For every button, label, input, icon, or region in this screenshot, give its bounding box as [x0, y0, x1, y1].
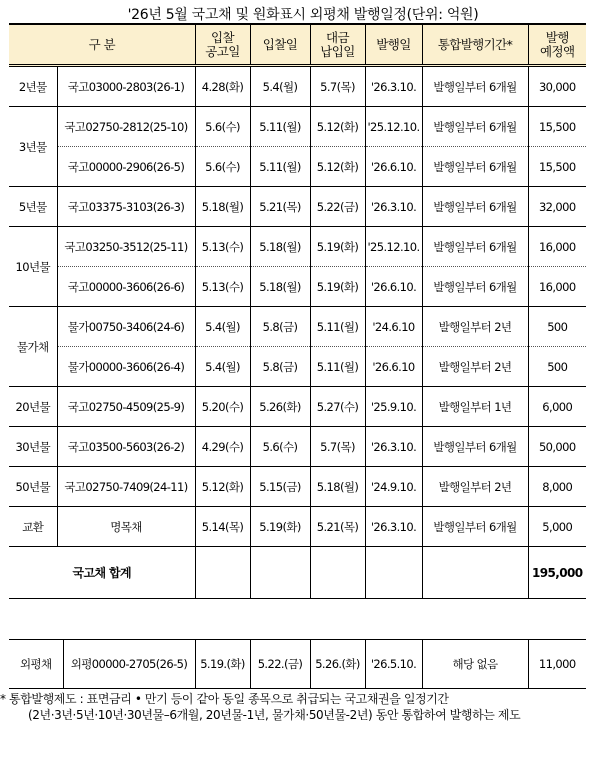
- table-row: [9, 147, 586, 187]
- issue-name: 국고02750-2812(25-10): [57, 107, 195, 147]
- amount: 15,500: [528, 107, 586, 147]
- integration-period: 발행일부터 2년: [422, 467, 528, 507]
- issue-name: 국고00000-2906(26-5): [57, 147, 195, 187]
- integration-period: 발행일부터 2년: [422, 347, 528, 387]
- payment-date: 5.11(월): [310, 347, 365, 387]
- amount: 15,500: [528, 147, 586, 187]
- header-payment-date: 대금 납입일: [310, 24, 365, 66]
- integration-period: 발행일부터 6개월: [422, 187, 528, 227]
- auction-date: 5.18(월): [250, 267, 310, 307]
- fx-row: [9, 640, 586, 689]
- maturity-label: 교환: [9, 507, 57, 547]
- header-category: 구 분: [9, 24, 195, 66]
- amount: 30,000: [528, 66, 586, 107]
- maturity-label: 5년물: [9, 187, 57, 227]
- auction-date: 5.8(금): [250, 347, 310, 387]
- total-label: 국고채 합계: [9, 547, 195, 599]
- auction-date: 5.11(월): [250, 107, 310, 147]
- notice-date: 5.20(수): [195, 387, 250, 427]
- maturity-label: 50년물: [9, 467, 57, 507]
- payment-date: 5.19(화): [310, 227, 365, 267]
- issue-name: 명목채: [57, 507, 195, 547]
- notice-date: 4.29(수): [195, 427, 250, 467]
- issue-date: '26.3.10.: [365, 66, 422, 107]
- auction-date: 5.26(화): [250, 387, 310, 427]
- table-row: [9, 387, 586, 427]
- amount: 500: [528, 347, 586, 387]
- integration-period: 발행일부터 6개월: [422, 107, 528, 147]
- table-row: [9, 467, 586, 507]
- issue-date: '26.3.10.: [365, 187, 422, 227]
- total-row: [9, 547, 586, 599]
- spacer: [0, 599, 606, 639]
- fx-auction-date: 5.22.(금): [250, 640, 310, 689]
- payment-date: 5.22(금): [310, 187, 365, 227]
- notice-date: 5.13(수): [195, 267, 250, 307]
- payment-date: 5.7(목): [310, 427, 365, 467]
- notice-date: 5.12(화): [195, 467, 250, 507]
- payment-date: 5.18(월): [310, 467, 365, 507]
- auction-date: 5.18(월): [250, 227, 310, 267]
- notice-date: 5.4(월): [195, 347, 250, 387]
- table-row: [9, 307, 586, 347]
- table-row: [9, 187, 586, 227]
- integration-period: 발행일부터 6개월: [422, 507, 528, 547]
- auction-date: 5.21(목): [250, 187, 310, 227]
- integration-period: 발행일부터 6개월: [422, 267, 528, 307]
- issue-date: '24.9.10.: [365, 467, 422, 507]
- issue-date: '26.3.10.: [365, 427, 422, 467]
- fx-category: 외평채: [9, 640, 63, 689]
- amount: 50,000: [528, 427, 586, 467]
- amount: 5,000: [528, 507, 586, 547]
- issue-date: '26.6.10.: [365, 267, 422, 307]
- header-auction-date: 입찰일: [250, 24, 310, 66]
- footnote-line-2: (2년·3년·5년·10년·30년물–6개월, 20년물-1년, 물가채·50년물-2년) 동안 통합하여 발행하는 제도: [28, 708, 521, 722]
- table-row: [9, 107, 586, 147]
- integration-period: 발행일부터 6개월: [422, 227, 528, 267]
- amount: 500: [528, 307, 586, 347]
- maturity-label: 10년물: [9, 227, 57, 307]
- issue-date: '26.6.10: [365, 347, 422, 387]
- header-row: [9, 24, 586, 66]
- header-integration-period: 통합발행기간*: [422, 24, 528, 66]
- amount: 6,000: [528, 387, 586, 427]
- payment-date: 5.12(화): [310, 147, 365, 187]
- issue-date: '24.6.10: [365, 307, 422, 347]
- header-amount: 발행 예정액: [528, 24, 586, 66]
- issue-name: 국고03375-3103(26-3): [57, 187, 195, 227]
- notice-date: 5.14(목): [195, 507, 250, 547]
- table-row: [9, 347, 586, 387]
- table-row: [9, 427, 586, 467]
- issue-date: '25.9.10.: [365, 387, 422, 427]
- integration-period: 발행일부터 2년: [422, 307, 528, 347]
- issue-name: 물가00750-3406(24-6): [57, 307, 195, 347]
- issue-name: 국고03500-5603(26-2): [57, 427, 195, 467]
- payment-date: 5.7(목): [310, 66, 365, 107]
- notice-date: 4.28(화): [195, 66, 250, 107]
- issue-date: '26.3.10.: [365, 507, 422, 547]
- footnote-line-1: * 통합발행제도 : 표면금리 • 만기 등이 같아 동일 종목으로 취급되는 국고채권을 일정기간: [0, 692, 449, 706]
- payment-date: 5.27(수): [310, 387, 365, 427]
- table-row: [9, 507, 586, 547]
- table-row: [9, 267, 586, 307]
- issuance-schedule-table: [9, 23, 586, 599]
- integration-period: 발행일부터 1년: [422, 387, 528, 427]
- maturity-label: 30년물: [9, 427, 57, 467]
- notice-date: 5.13(수): [195, 227, 250, 267]
- issue-date: '26.6.10.: [365, 147, 422, 187]
- maturity-label: 3년물: [9, 107, 57, 187]
- integration-period: 발행일부터 6개월: [422, 147, 528, 187]
- table-row: [9, 227, 586, 267]
- header-notice-date: 입찰 공고일: [195, 24, 250, 66]
- auction-date: 5.11(월): [250, 147, 310, 187]
- issue-name: 국고03250-3512(25-11): [57, 227, 195, 267]
- notice-date: 5.18(월): [195, 187, 250, 227]
- auction-date: 5.6(수): [250, 427, 310, 467]
- issue-name: 국고02750-4509(25-9): [57, 387, 195, 427]
- maturity-label: 20년물: [9, 387, 57, 427]
- amount: 16,000: [528, 227, 586, 267]
- notice-date: 5.6(수): [195, 107, 250, 147]
- fx-payment-date: 5.26.(화): [310, 640, 365, 689]
- fx-integration-period: 해당 없음: [422, 640, 528, 689]
- auction-date: 5.8(금): [250, 307, 310, 347]
- table-title: '26년 5월 국고채 및 원화표시 외평채 발행일정(단위: 억원): [127, 7, 479, 23]
- auction-date: 5.19(화): [250, 507, 310, 547]
- auction-date: 5.4(월): [250, 66, 310, 107]
- issue-date: '25.12.10.: [365, 227, 422, 267]
- header-issue-date: 발행일: [365, 24, 422, 66]
- amount: 8,000: [528, 467, 586, 507]
- amount: 16,000: [528, 267, 586, 307]
- payment-date: 5.21(목): [310, 507, 365, 547]
- footnote: [0, 691, 600, 723]
- table-row: [9, 66, 586, 107]
- fx-bond-table: [9, 639, 586, 689]
- fx-issue-date: '26.5.10.: [365, 640, 422, 689]
- notice-date: 5.4(월): [195, 307, 250, 347]
- fx-notice-date: 5.19.(화): [195, 640, 250, 689]
- auction-date: 5.15(금): [250, 467, 310, 507]
- fx-amount: 11,000: [528, 640, 586, 689]
- issue-name: 물가00000-3606(26-4): [57, 347, 195, 387]
- issue-name: 국고00000-3606(26-6): [57, 267, 195, 307]
- fx-issue-name: 외평00000-2705(26-5): [63, 640, 195, 689]
- issue-name: 국고03000-2803(26-1): [57, 66, 195, 107]
- amount: 32,000: [528, 187, 586, 227]
- payment-date: 5.12(화): [310, 107, 365, 147]
- issue-date: '25.12.10.: [365, 107, 422, 147]
- payment-date: 5.19(화): [310, 267, 365, 307]
- notice-date: 5.6(수): [195, 147, 250, 187]
- issue-name: 국고02750-7409(24-11): [57, 467, 195, 507]
- integration-period: 발행일부터 6개월: [422, 427, 528, 467]
- integration-period: 발행일부터 6개월: [422, 66, 528, 107]
- maturity-label: 2년물: [9, 66, 57, 107]
- total-amount: 195,000: [528, 547, 586, 599]
- payment-date: 5.11(월): [310, 307, 365, 347]
- maturity-label: 물가채: [9, 307, 57, 387]
